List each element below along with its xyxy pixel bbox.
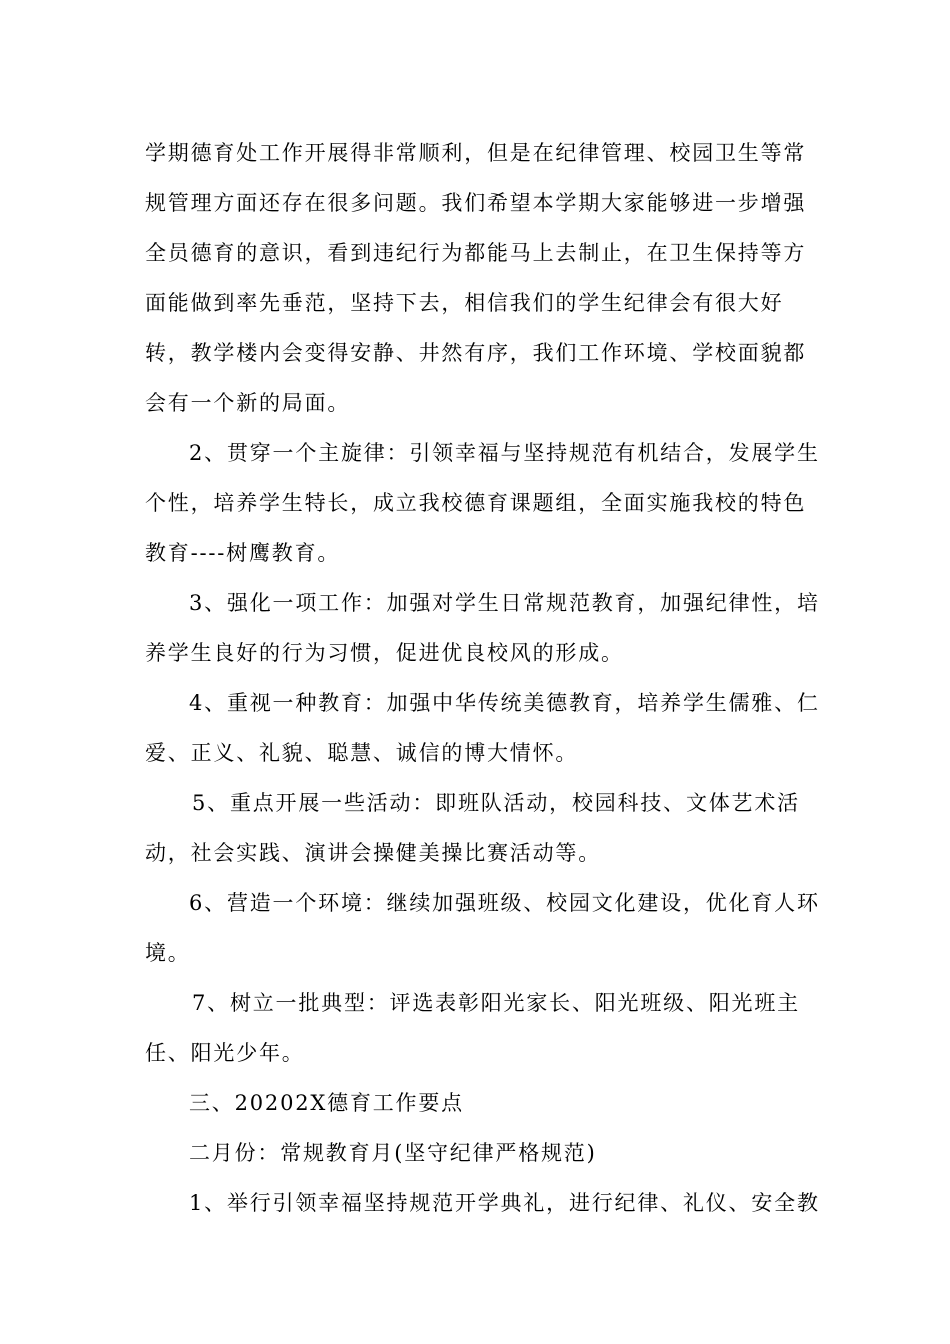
text-line: 个性，培养学生特长，成立我校德育课题组，全面实施我校的特色 — [145, 491, 807, 515]
text-line: 境。 — [145, 941, 191, 965]
text-line: 教育----树鹰教育。 — [145, 541, 341, 565]
text-line: 1、举行引领幸福坚持规范开学典礼，进行纪律、礼仪、安全教 — [189, 1191, 820, 1215]
text-line: 4、重视一种教育：加强中华传统美德教育，培养学生儒雅、仁 — [189, 691, 820, 715]
section-heading: 三、20202X德育工作要点 — [189, 1091, 464, 1115]
text-line: 2、贯穿一个主旋律：引领幸福与坚持规范有机结合，发展学生 — [189, 441, 820, 465]
text-line: 养学生良好的行为习惯，促进优良校风的形成。 — [145, 641, 624, 665]
text-line: 5、重点开展一些活动：即班队活动，校园科技、文体艺术活 — [192, 791, 800, 815]
text-line: 3、强化一项工作：加强对学生日常规范教育，加强纪律性，培 — [189, 591, 820, 615]
month-heading: 二月份：常规教育月(坚守纪律严格规范) — [189, 1141, 597, 1165]
text-line: 6、营造一个环境：继续加强班级、校园文化建设，优化育人环 — [189, 891, 820, 915]
text-line: 学期德育处工作开展得非常顺利，但是在纪律管理、校园卫生等常 — [145, 141, 807, 165]
text-line: 爱、正义、礼貌、聪慧、诚信的博大情怀。 — [145, 741, 579, 765]
text-line: 转，教学楼内会变得安静、井然有序，我们工作环境、学校面貌都 — [145, 341, 807, 365]
text-line: 7、树立一批典型：评选表彰阳光家长、阳光班级、阳光班主 — [192, 991, 800, 1015]
text-line: 面能做到率先垂范，坚持下去，相信我们的学生纪律会有很大好 — [145, 291, 784, 315]
text-line: 任、阳光少年。 — [145, 1041, 305, 1065]
text-line: 规管理方面还存在很多问题。我们希望本学期大家能够进一步增强 — [145, 191, 807, 215]
text-line: 动，社会实践、演讲会操健美操比赛活动等。 — [145, 841, 601, 865]
text-line: 会有一个新的局面。 — [145, 391, 351, 415]
text-line: 全员德育的意识，看到违纪行为都能马上去制止，在卫生保持等方 — [145, 241, 807, 265]
